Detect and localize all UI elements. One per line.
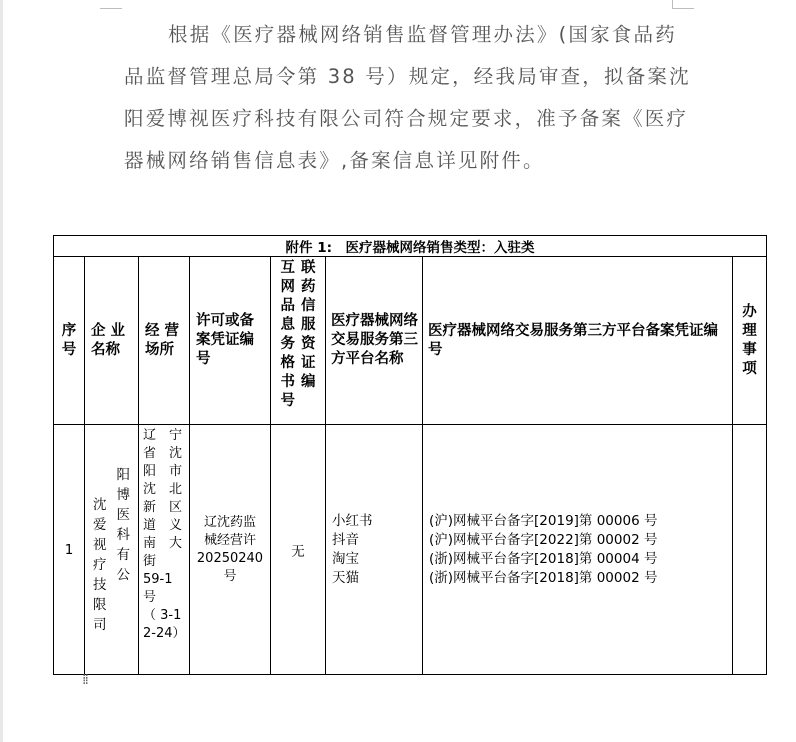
row-platforms (326, 425, 423, 675)
char: 务 (280, 336, 295, 352)
row-address (139, 425, 190, 675)
char: 技 (93, 576, 107, 593)
margin-mark-left (100, 8, 122, 9)
address-line: （ 3-1 (143, 608, 182, 623)
char: 服 (301, 317, 316, 333)
row-internet-cert: 无 (271, 425, 326, 675)
header-platform-record: 医疗器械网络交易服务第三方平台备案凭证编号 (423, 257, 733, 425)
header-internet-cert-col-a (281, 259, 296, 411)
address-line: 2-24） (143, 626, 186, 641)
margin-mark-right (672, 8, 694, 9)
char: 品 (280, 298, 295, 314)
char: 资 (301, 336, 316, 352)
margin-mark-right-vertical (672, 0, 673, 9)
address-line: 沈 北 (143, 482, 183, 497)
page-edge (0, 0, 3, 742)
char: 理 (742, 322, 757, 339)
notice-paragraph (124, 14, 691, 182)
address-line: 道 义 (143, 518, 183, 533)
char: 书 (280, 374, 295, 390)
header-internet-cert (271, 257, 326, 425)
address-line: 省 沈 (143, 446, 183, 461)
address-line: 辽 宁 (143, 428, 183, 443)
header-platform-name: 医疗器械网络交易服务第三方平台名称 (326, 257, 423, 425)
paragraph-line: 根据《医疗器械网络销售监督管理办法》(国家食品药 (168, 23, 677, 46)
license-line: 号 (223, 568, 237, 584)
address-line: 街 (143, 554, 157, 569)
char: 博 (116, 486, 130, 503)
char: 疗 (93, 556, 107, 573)
char: 号 (280, 393, 295, 409)
drag-handle-icon[interactable]: ⁞⁞ (82, 672, 87, 688)
record-item: (沪)网械平台备字[2022]第 00002 号 (429, 531, 658, 548)
row-seq: 1 (54, 425, 85, 675)
char: 信 (301, 298, 316, 314)
char: 医 (116, 506, 130, 523)
char: 办 (742, 303, 757, 320)
char: 阳 (116, 466, 130, 483)
paragraph-line: 器械网络销售信息表》,备案信息详见附件。 (124, 149, 545, 172)
header-license: 许可或备案凭证编号 (190, 257, 271, 425)
char: 格 (280, 355, 295, 371)
char: 爱 (93, 516, 107, 533)
platform-item: 小红书 (332, 512, 373, 529)
char: 联 (301, 260, 316, 276)
paragraph-line: 品监督管理总局令第 38 号）规定，经我局审查，拟备案沈 (124, 65, 691, 88)
platform-item: 淘宝 (332, 550, 359, 567)
char: 限 (93, 596, 107, 613)
table-caption: 附件 1: 医疗器械网络销售类型：入驻类 (54, 236, 767, 257)
license-line: 20250240 (196, 550, 264, 566)
header-company: 企 业名称 (85, 257, 139, 425)
char: 科 (116, 526, 130, 543)
address-line: 南 大 (143, 536, 183, 551)
platform-item: 抖音 (332, 531, 359, 548)
row-company (85, 425, 139, 675)
char: 事 (742, 341, 757, 358)
row-license (190, 425, 271, 675)
header-seq-text: 序号 (61, 322, 77, 358)
header-seq (54, 257, 85, 425)
char: 编 (301, 374, 316, 390)
company-col-right (117, 465, 131, 635)
address-line: 59-1 (143, 572, 173, 587)
address-line: 号 (143, 590, 157, 605)
row-records (423, 425, 733, 675)
header-handle (733, 257, 767, 425)
char: 互 (280, 260, 295, 276)
header-internet-cert-col-b (301, 259, 316, 411)
row-handle (733, 425, 767, 675)
platform-item: 天猫 (332, 569, 359, 586)
char: 网 (280, 279, 295, 295)
address-line: 阳 市 (143, 464, 183, 479)
sales-info-table (53, 235, 767, 675)
address-line: 新 区 (143, 500, 183, 515)
record-item: (浙)网械平台备字[2018]第 00004 号 (429, 550, 658, 567)
paragraph-line: 阳爱博视医疗科技有限公司符合规定要求，准予备案《医疗 (124, 107, 689, 130)
license-line: 械经营许 (203, 532, 256, 548)
license-line: 辽沈药监 (203, 514, 256, 530)
char: 药 (301, 279, 316, 295)
char: 有 (116, 546, 130, 563)
header-address: 经 营场所 (139, 257, 190, 425)
company-col-left (93, 465, 107, 635)
char: 项 (742, 360, 757, 377)
char: 司 (93, 616, 107, 633)
char: 公 (116, 566, 130, 583)
char: 证 (301, 355, 316, 371)
record-item: (沪)网械平台备字[2019]第 00006 号 (429, 512, 658, 529)
char: 沈 (93, 496, 107, 513)
char: 息 (280, 317, 295, 333)
record-item: (浙)网械平台备字[2018]第 00002 号 (429, 569, 658, 586)
char: 视 (93, 536, 107, 553)
